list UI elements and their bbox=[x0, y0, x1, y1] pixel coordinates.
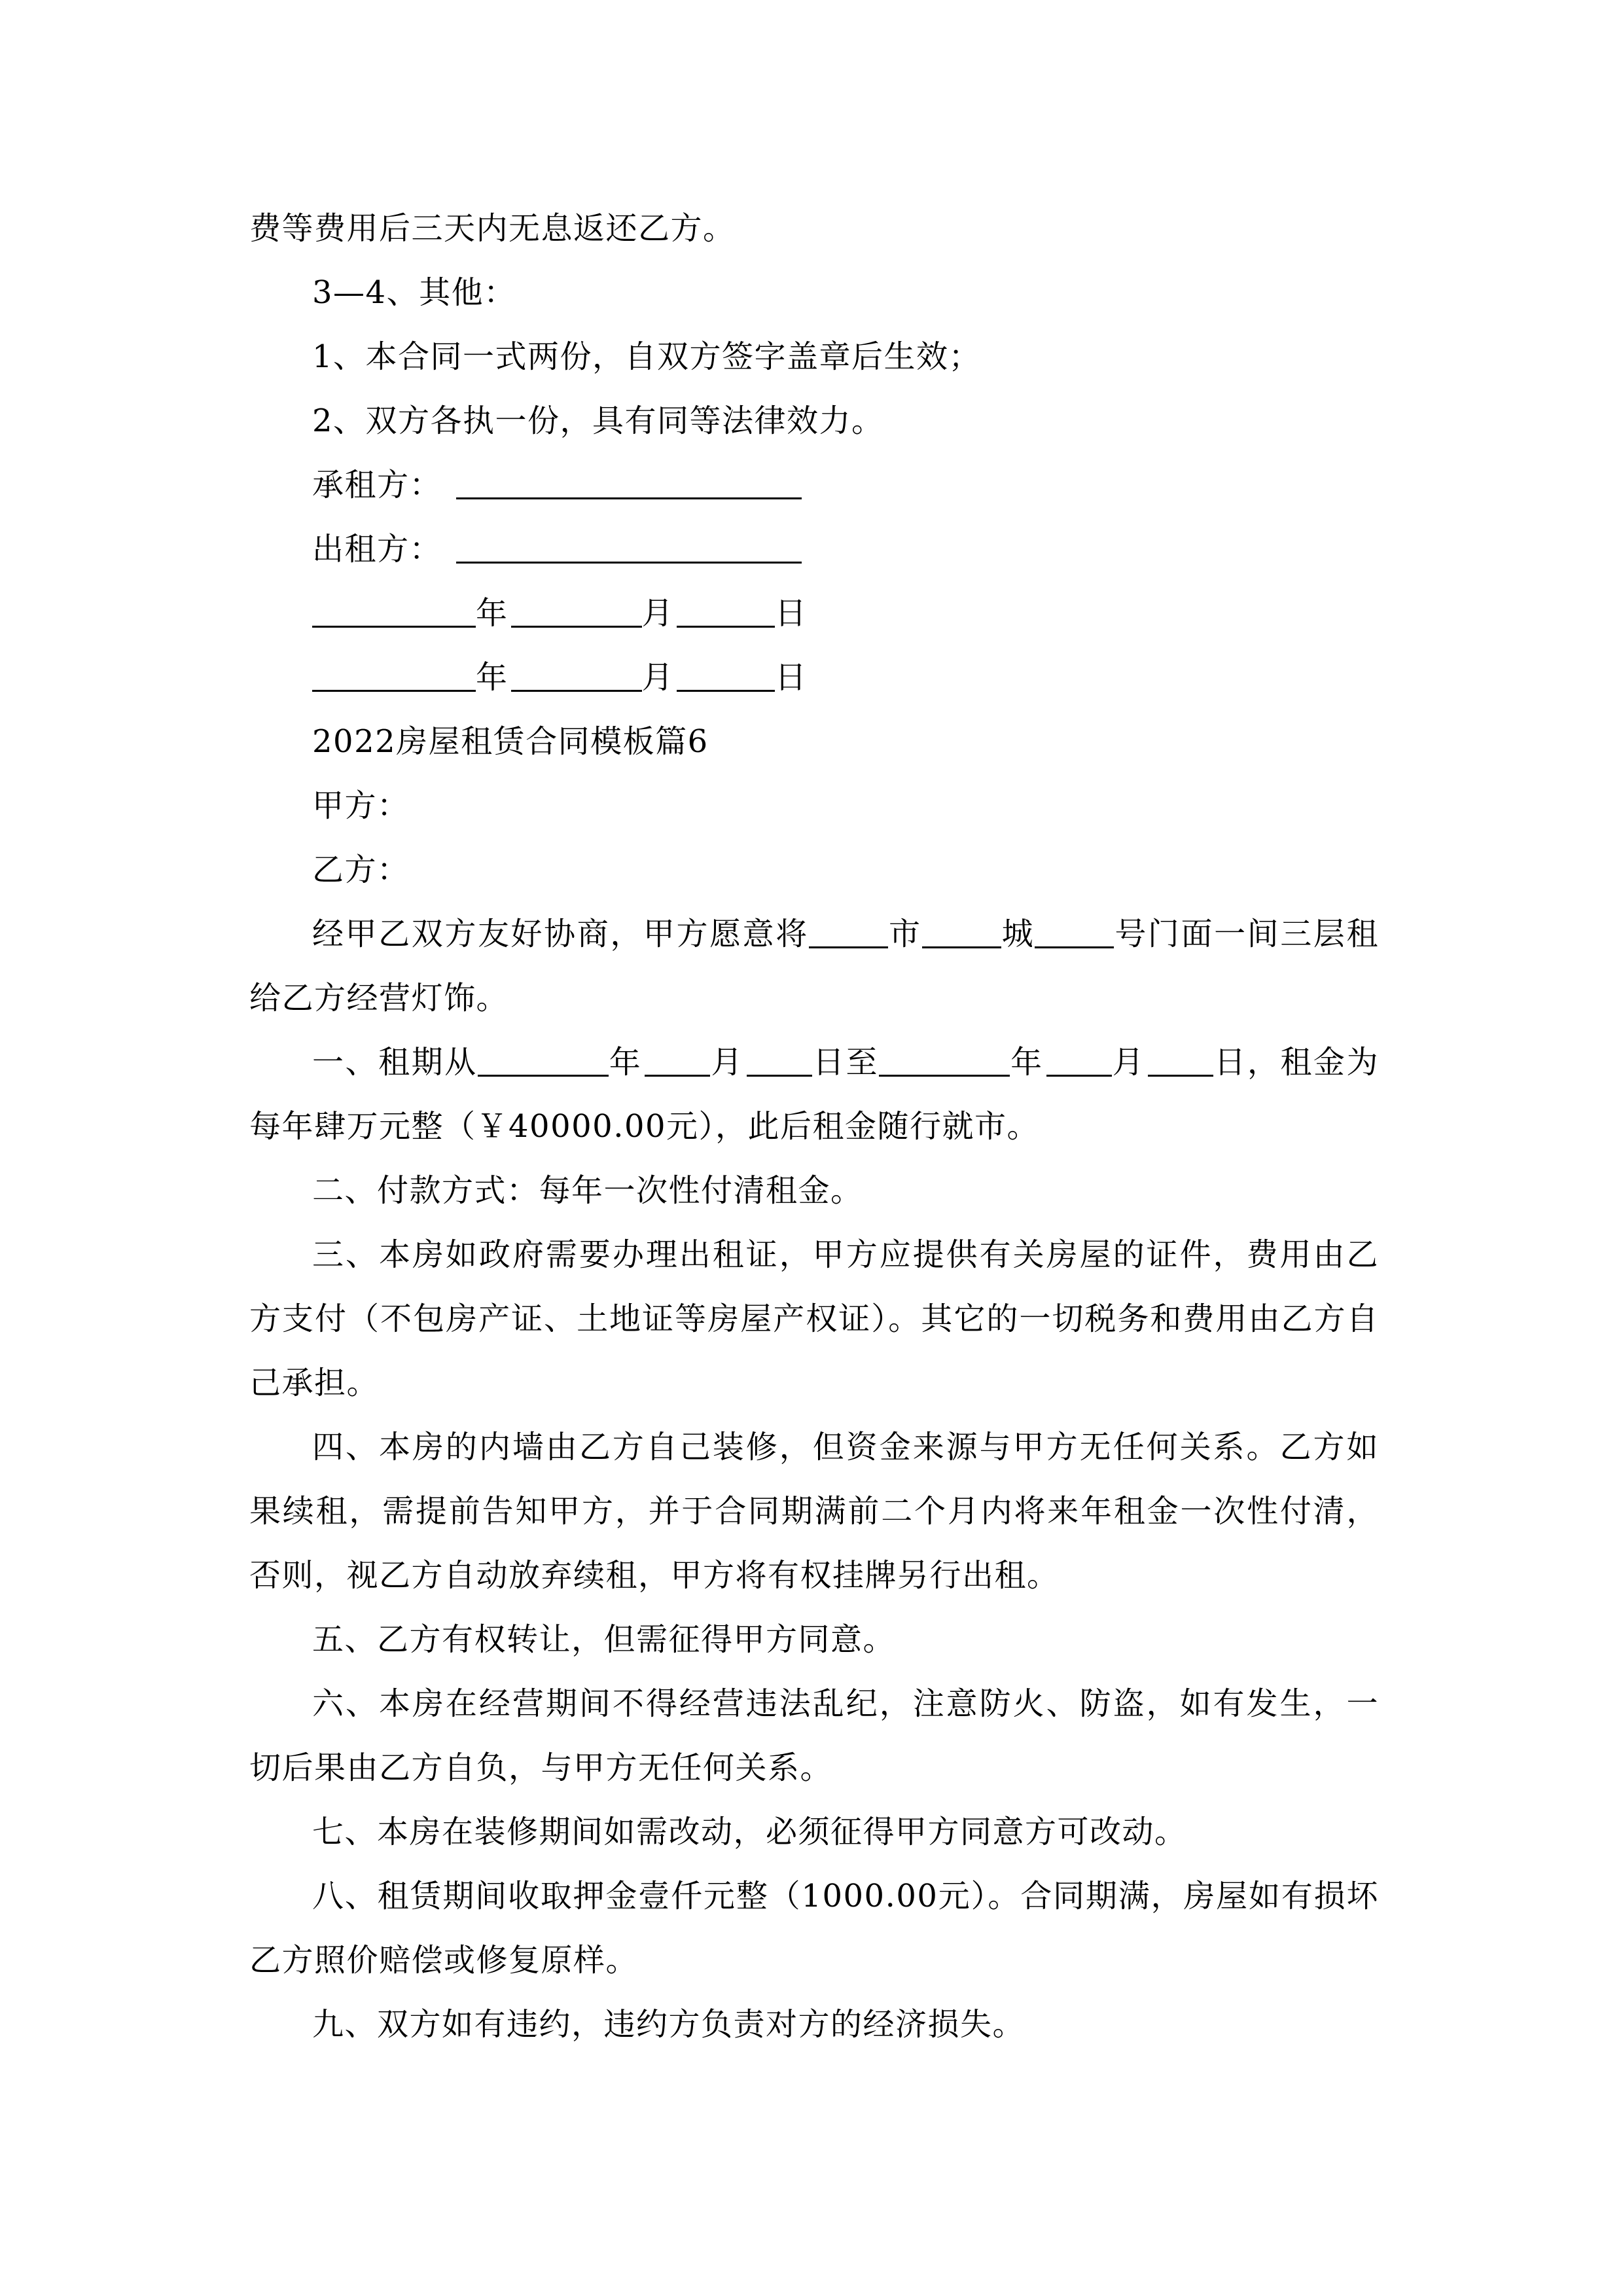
end-month-blank[interactable] bbox=[1046, 1047, 1112, 1077]
year-blank[interactable] bbox=[312, 662, 476, 692]
lessor-label: 出租方： bbox=[312, 531, 442, 567]
city-label: 市 bbox=[887, 916, 922, 952]
start-year-blank[interactable] bbox=[478, 1047, 609, 1077]
clause-8: 八、租赁期间收取押金壹仟元整（1000.00元）。合同期满，房屋如有损坏乙方照价赔偿或修复原样。 bbox=[249, 1878, 1379, 1979]
intro-text-1: 经甲乙双方友好协商，甲方愿意将 bbox=[312, 916, 809, 952]
start-month-label: 月 bbox=[710, 1044, 744, 1081]
district-label: 城 bbox=[1001, 916, 1035, 952]
end-day-blank[interactable] bbox=[1148, 1047, 1213, 1077]
document-page bbox=[249, 196, 1379, 2056]
lessee-signature-blank[interactable] bbox=[456, 469, 802, 499]
lessee-signature-line bbox=[249, 453, 1379, 517]
day-blank[interactable] bbox=[677, 598, 775, 628]
intro-paragraph bbox=[249, 902, 1379, 1030]
year-label: 年 bbox=[476, 659, 508, 696]
month-blank[interactable] bbox=[511, 598, 642, 628]
clause-2: 二、付款方式：每年一次性付清租金。 bbox=[312, 1172, 863, 1209]
other-item-1: 1、本合同一式两份，自双方签字盖章后生效； bbox=[312, 338, 982, 375]
end-year-label: 年 bbox=[1010, 1044, 1044, 1081]
start-day-blank[interactable] bbox=[747, 1047, 812, 1077]
lessee-label: 承租方： bbox=[312, 467, 442, 503]
end-month-label: 月 bbox=[1111, 1044, 1146, 1081]
clause-6: 六、本房在经营期间不得经营违法乱纪，注意防火、防盗，如有发生，一切后果由乙方自负，与甲方无任何关系。 bbox=[249, 1685, 1379, 1786]
number-blank[interactable] bbox=[1035, 918, 1114, 948]
date-line-1 bbox=[249, 581, 1379, 645]
year-label: 年 bbox=[476, 595, 508, 632]
party-a-label: 甲方： bbox=[312, 787, 410, 824]
clause-1-rest: 日，租金为每年肆万元整（￥40000.00元），此后租金随行就市。 bbox=[249, 1044, 1379, 1145]
clause-9: 九、双方如有违约，违约方负责对方的经济损失。 bbox=[312, 2006, 1026, 2043]
day-blank[interactable] bbox=[677, 662, 775, 692]
day-label: 日 bbox=[775, 595, 808, 632]
month-blank[interactable] bbox=[511, 662, 642, 692]
month-label: 月 bbox=[641, 659, 675, 696]
start-year-label: 年 bbox=[608, 1044, 643, 1081]
clause-5: 五、乙方有权转让，但需征得甲方同意。 bbox=[312, 1621, 896, 1658]
lessor-signature-blank[interactable] bbox=[456, 533, 802, 564]
city-blank[interactable] bbox=[809, 918, 888, 948]
continuation-paragraph: 费等费用后三天内无息返还乙方。 bbox=[249, 210, 736, 247]
end-year-blank[interactable] bbox=[879, 1047, 1010, 1077]
party-b-label: 乙方： bbox=[312, 852, 410, 888]
start-month-blank[interactable] bbox=[645, 1047, 710, 1077]
section-title: 2022房屋租赁合同模板篇6 bbox=[312, 723, 709, 760]
date-line-2 bbox=[249, 645, 1379, 709]
lessor-signature-line bbox=[249, 517, 1379, 581]
clause-4: 四、本房的内墙由乙方自己装修，但资金来源与甲方无任何关系。乙方如果续租，需提前告知甲方，并于合同期满前二个月内将来年租金一次性付清，否则，视乙方自动放弃续租，甲方将有权挂牌另行出租。 bbox=[249, 1429, 1379, 1594]
start-day-label: 日至 bbox=[812, 1044, 880, 1081]
clause-3: 三、本房如政府需要办理出租证，甲方应提供有关房屋的证件，费用由乙方支付（不包房产证、土地证等房屋产权证）。其它的一切税务和费用由乙方自己承担。 bbox=[249, 1236, 1379, 1401]
year-blank[interactable] bbox=[312, 598, 476, 628]
other-item-2: 2、双方各执一份，具有同等法律效力。 bbox=[312, 403, 884, 439]
clause-7: 七、本房在装修期间如需改动，必须征得甲方同意方可改动。 bbox=[312, 1814, 1187, 1850]
clause-1 bbox=[249, 1030, 1379, 1158]
district-blank[interactable] bbox=[922, 918, 1001, 948]
other-heading: 3—4、其他： bbox=[312, 274, 516, 311]
intro-text-2: 号门面一间三层租给乙方经营灯饰。 bbox=[249, 916, 1379, 1016]
day-label: 日 bbox=[775, 659, 808, 696]
month-label: 月 bbox=[641, 595, 675, 632]
clause-1-prefix: 一、租期从 bbox=[312, 1044, 478, 1081]
